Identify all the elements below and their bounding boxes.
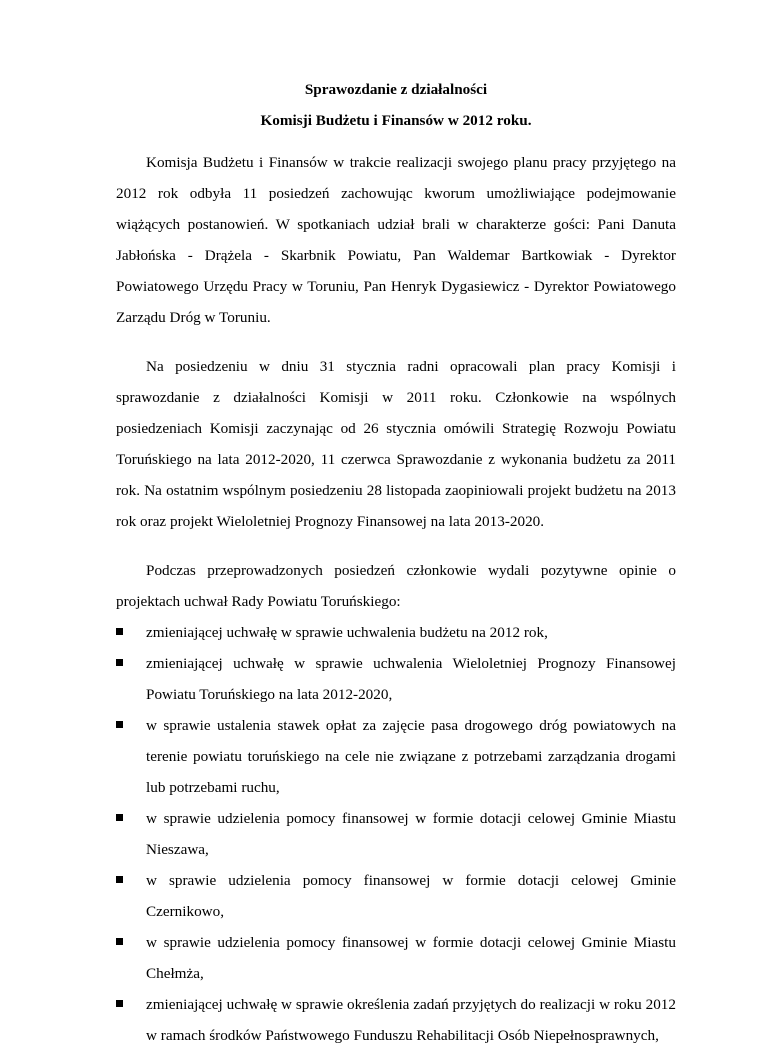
list-item [116, 617, 676, 648]
paragraph-meeting-schedule: Na posiedzeniu w dniu 31 stycznia radni opracowali plan pracy Komisji i sprawozdanie z działalności Komisji w 2011 roku. Członkowie na wspólnych posiedzeniach Komisji zaczynając od 26 stycznia omówili Strategię Rozwoju Powiatu Toruńskiego na lata 2012-2020, 11 czerwca Sprawozdanie z wykonania budżetu za 2011 rok. Na ostatnim wspólnym posiedzeniu 28 listopada zaopiniowali projekt budżetu na 2013 rok oraz projekt Wieloletniej Prognozy Finansowej na lata 2013-2020. [116, 358, 676, 530]
square-bullet-icon [116, 659, 123, 666]
list-item-text: w sprawie udzielenia pomocy finansowej w formie dotacji celowej Gminie Miastu Nieszawa, [146, 810, 676, 858]
title-line-1: Sprawozdanie z działalności [304, 81, 488, 98]
square-bullet-icon [116, 1000, 123, 1007]
list-item-text: w sprawie ustalenia stawek opłat za zajęcie pasa drogowego dróg powiatowych na terenie powiatu toruńskiego na cele nie związane z potrzebami zarządzania drogami lub potrzebami ruchu, [146, 717, 676, 796]
square-bullet-icon [116, 876, 123, 883]
list-item-text: w sprawie udzielenia pomocy finansowej w formie dotacji celowej Gminie Miastu Chełmża, [146, 934, 676, 982]
square-bullet-icon [116, 814, 123, 821]
list-item [116, 803, 676, 865]
document-title [116, 74, 676, 136]
list-item [116, 927, 676, 989]
list-item-text: zmieniającej uchwałę w sprawie określenia zadań przyjętych do realizacji w roku 2012 w ramach środków Państwowego Funduszu Rehabilitacji Osób Niepełnosprawnych, [146, 996, 676, 1044]
list-item-text: zmieniającej uchwałę w sprawie uchwalenia budżetu na 2012 rok, [146, 624, 548, 641]
resolutions-list [116, 617, 676, 1051]
list-item-text: zmieniającej uchwałę w sprawie uchwalenia Wieloletniej Prognozy Finansowej Powiatu Toruńskiego na lata 2012-2020, [146, 655, 676, 703]
square-bullet-icon [116, 628, 123, 635]
square-bullet-icon [116, 938, 123, 945]
document-page [116, 74, 676, 1051]
list-item-text: w sprawie udzielenia pomocy finansowej w formie dotacji celowej Gminie Czernikowo, [146, 872, 676, 920]
list-item [116, 648, 676, 710]
square-bullet-icon [116, 721, 123, 728]
paragraph-commission-meetings: Komisja Budżetu i Finansów w trakcie realizacji swojego planu pracy przyjętego na 2012 rok odbyła 11 posiedzeń zachowując kworum umożliwiające podejmowanie wiążących postanowień. W spotkaniach udział brali w charakterze gości: Pani Danuta Jabłońska - Drążela - Skarbnik Powiatu, Pan Waldemar Bartkowiak - Dyrektor Powiatowego Urzędu Pracy w Toruniu, Pan Henryk Dygasiewicz - Dyrektor Powiatowego Zarządu Dróg w Toruniu. [116, 154, 676, 326]
list-item [116, 865, 676, 927]
list-item [116, 989, 676, 1051]
paragraph-opinions-intro: Podczas przeprowadzonych posiedzeń członkowie wydali pozytywne opinie o projektach uchwał Rady Powiatu Toruńskiego: [116, 562, 676, 610]
title-line-2: Komisji Budżetu i Finansów w 2012 roku. [260, 112, 532, 129]
list-item [116, 710, 676, 803]
